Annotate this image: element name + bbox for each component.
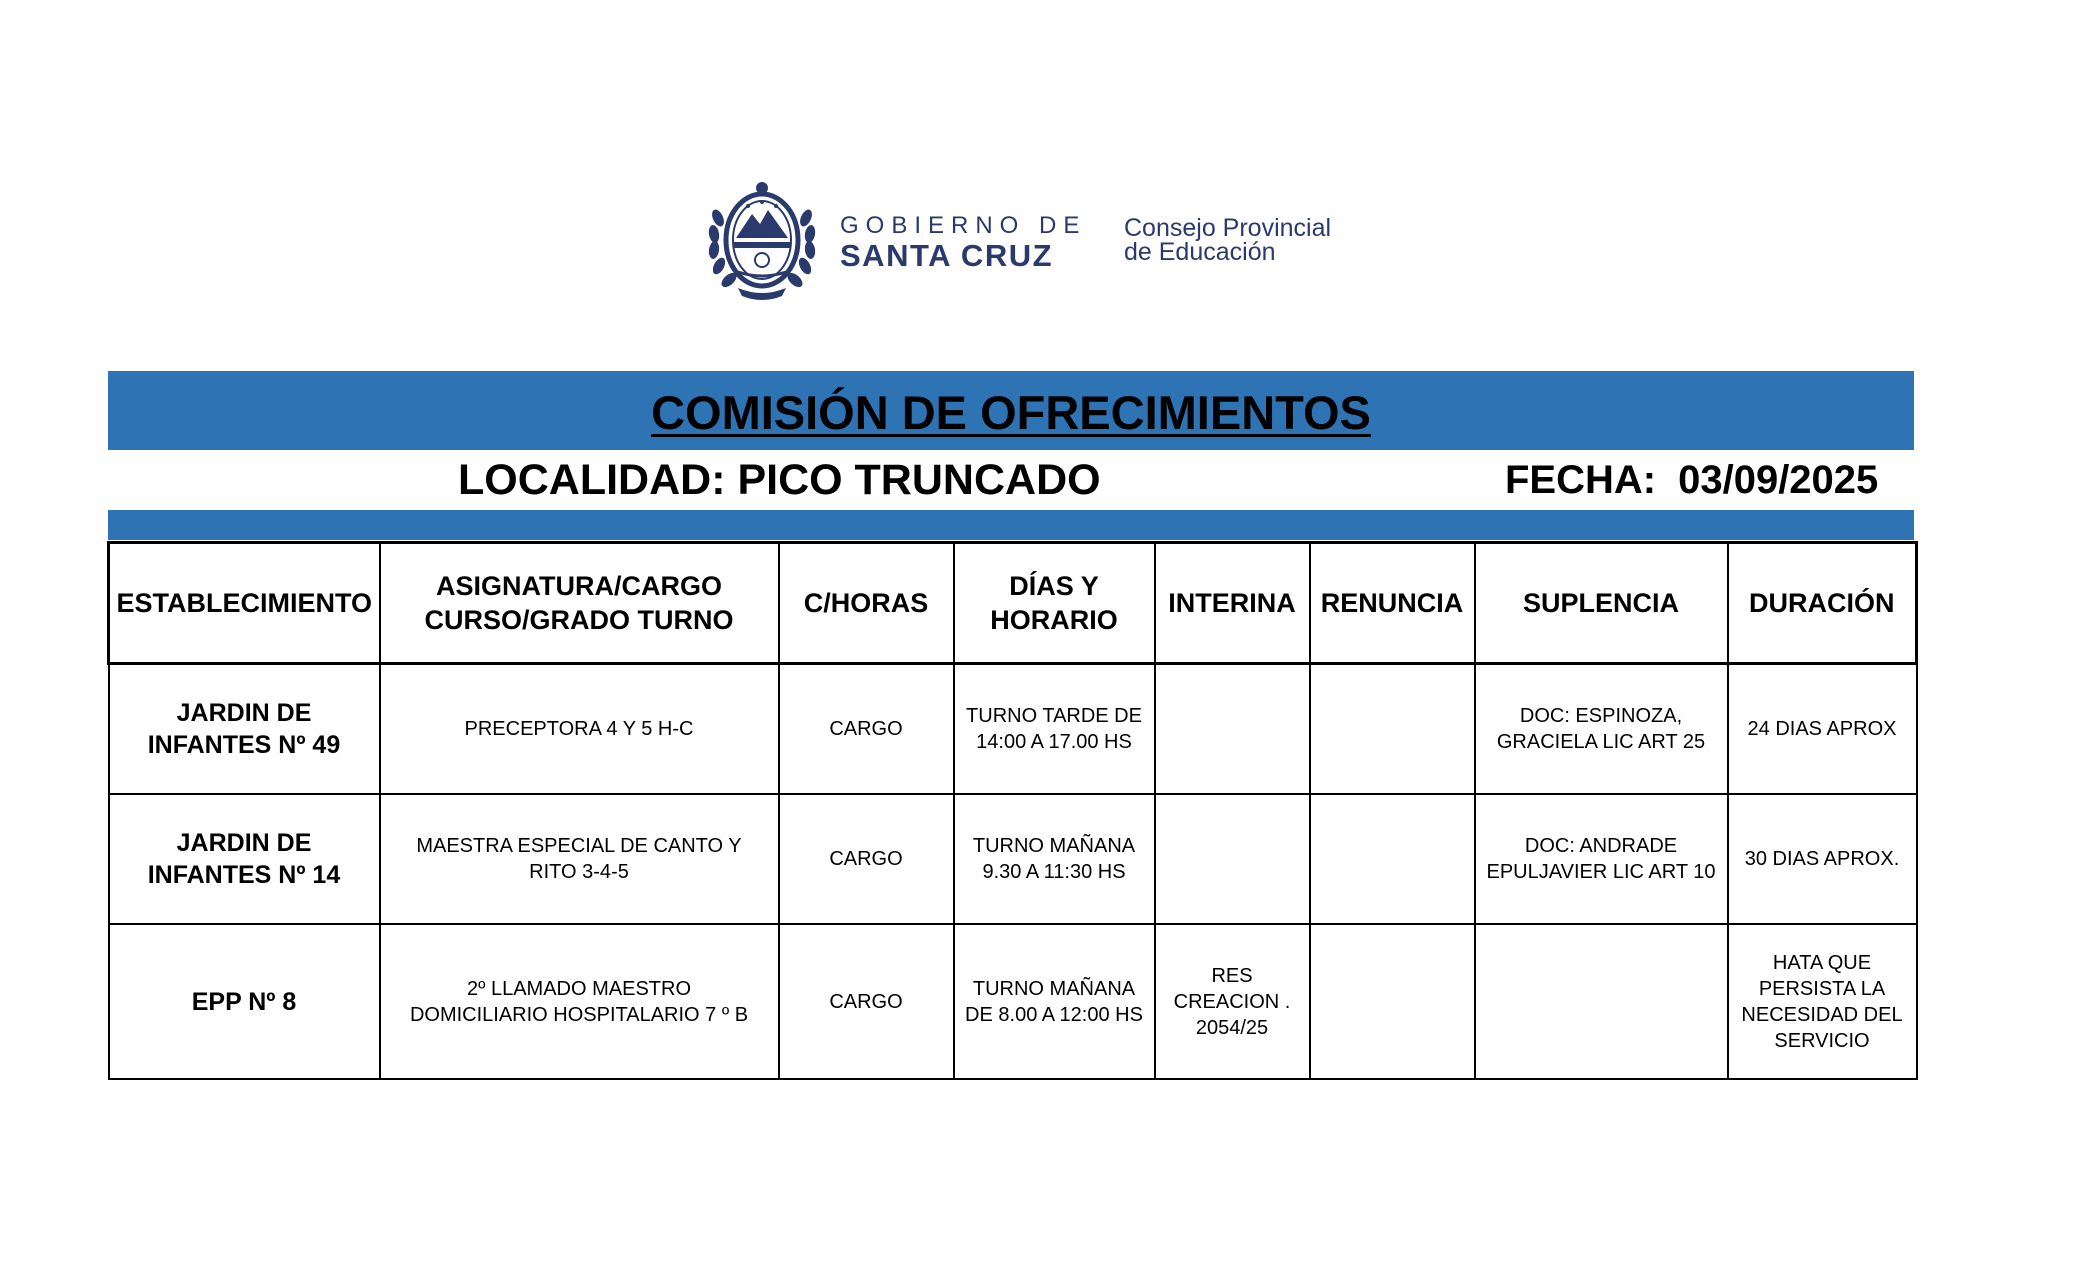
cell-asignatura: PRECEPTORA 4 Y 5 H-C (380, 664, 779, 795)
gov-title-line1: GOBIERNO DE (840, 212, 1087, 239)
header-horario: DÍAS Y HORARIO (954, 543, 1155, 664)
cell-asignatura: 2º LLAMADO MAESTRO DOMICILIARIO HOSPITALARIO 7 º B (380, 924, 779, 1079)
cell-renuncia (1310, 794, 1475, 924)
header-suplencia: SUPLENCIA (1475, 543, 1728, 664)
fecha-value: 03/09/2025 (1678, 458, 1879, 502)
cell-suplencia (1475, 924, 1728, 1079)
header-duracion: DURACIÓN (1728, 543, 1917, 664)
cell-horas: CARGO (779, 794, 954, 924)
offers-table (107, 541, 1918, 1080)
document-title: COMISIÓN DE OFRECIMIENTOS (651, 386, 1371, 439)
cell-duracion: 30 DIAS APROX. (1728, 794, 1917, 924)
table-row (109, 664, 1917, 795)
cell-suplencia: DOC: ESPINOZA, GRACIELA LIC ART 25 (1475, 664, 1728, 795)
header-horas: C/HORAS (779, 543, 954, 664)
cell-establecimiento: EPP Nº 8 (109, 924, 380, 1079)
header-asignatura: ASIGNATURA/CARGO CURSO/GRADO TURNO (380, 543, 779, 664)
cell-asignatura: MAESTRA ESPECIAL DE CANTO Y RITO 3-4-5 (380, 794, 779, 924)
table-header-row (109, 543, 1917, 664)
cell-establecimiento: JARDIN DE INFANTES Nº 14 (109, 794, 380, 924)
cell-duracion: HATA QUE PERSISTA LA NECESIDAD DEL SERVICIO (1728, 924, 1917, 1079)
title-band (108, 371, 1914, 450)
table-row (109, 794, 1917, 924)
table-row (109, 924, 1917, 1079)
consejo-title-line1: Consejo Provincial (1124, 214, 1332, 242)
cell-suplencia: DOC: ANDRADE EPULJAVIER LIC ART 10 (1475, 794, 1728, 924)
coat-of-arms-icon (708, 176, 816, 302)
fecha-label: FECHA: (1505, 458, 1657, 502)
fecha-field (1505, 452, 1878, 508)
cell-horas: CARGO (779, 664, 954, 795)
divider-band (108, 510, 1914, 540)
cell-establecimiento: JARDIN DE INFANTES Nº 49 (109, 664, 380, 795)
cell-renuncia (1310, 664, 1475, 795)
cell-interina (1155, 794, 1310, 924)
header-establecimiento: ESTABLECIMIENTO (109, 543, 380, 664)
consejo-title-line2: de Educación (1124, 238, 1276, 266)
cell-interina: RES CREACION . 2054/25 (1155, 924, 1310, 1079)
cell-horas: CARGO (779, 924, 954, 1079)
cell-horario: TURNO MAÑANA 9.30 A 11:30 HS (954, 794, 1155, 924)
header-renuncia: RENUNCIA (1310, 543, 1475, 664)
localidad-label: LOCALIDAD: PICO TRUNCADO (458, 456, 1101, 504)
gov-title-line2: SANTA CRUZ (840, 238, 1054, 273)
cell-horario: TURNO MAÑANA DE 8.00 A 12:00 HS (954, 924, 1155, 1079)
cell-horario: TURNO TARDE DE 14:00 A 17.00 HS (954, 664, 1155, 795)
cell-interina (1155, 664, 1310, 795)
header-logo (708, 176, 1358, 302)
cell-duracion: 24 DIAS APROX (1728, 664, 1917, 795)
header-interina: INTERINA (1155, 543, 1310, 664)
cell-renuncia (1310, 924, 1475, 1079)
